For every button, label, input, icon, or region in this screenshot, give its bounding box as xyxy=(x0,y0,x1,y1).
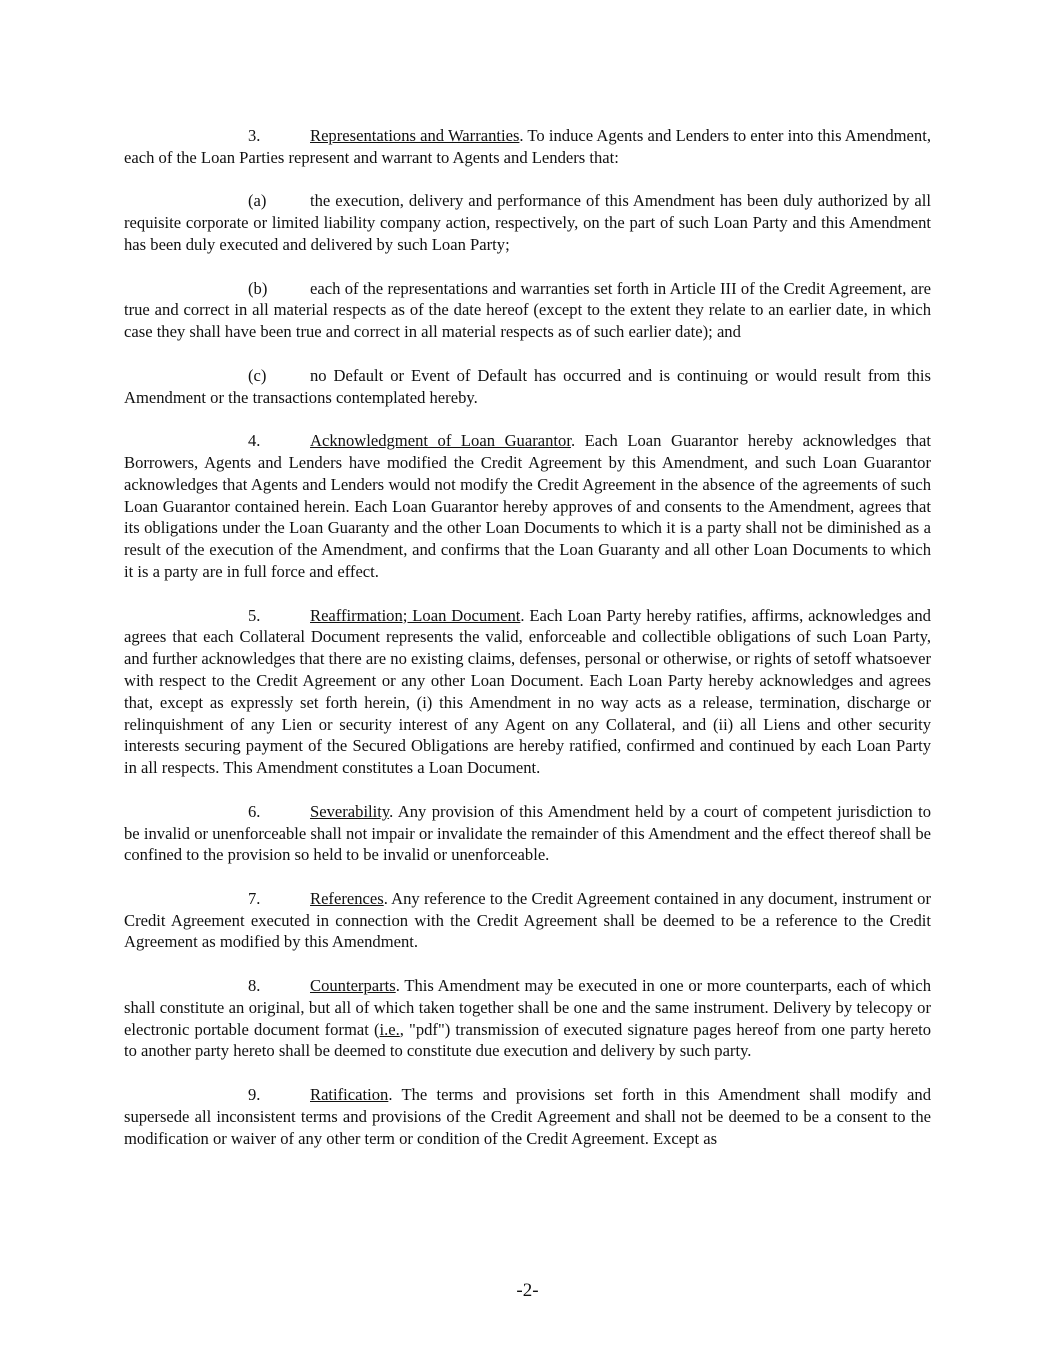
clause-c xyxy=(124,365,931,409)
clause-b xyxy=(124,278,931,343)
section-heading: References xyxy=(310,888,384,908)
section-heading: Acknowledgment of Loan Guarantor xyxy=(310,431,571,451)
clause-text: no Default or Event of Default has occurred and is continuing or would result from this Amendment or the transactions contemplated hereby. xyxy=(124,365,931,407)
ie-abbreviation: i.e. xyxy=(379,1019,400,1039)
section-text: . To induce Agents and Lenders to enter into this Amendment, each of the Loan Parties represent and warrant to Agents and Lenders that: xyxy=(124,126,931,167)
section-number: 3. xyxy=(248,126,261,145)
section-heading: Representations and Warranties xyxy=(310,126,520,145)
clause-text: each of the representations and warranties set forth in Article III of the Credit Agreement, are true and correct in all material respects as of the date hereof (except to the extent they relate to an earlier date, in which case they shall have been true and correct in all material respects as of such earlier date); and xyxy=(124,278,931,342)
section-text: . Each Loan Guarantor hereby acknowledges that Borrowers, Agents and Lenders have modified the Credit Agreement by this Amendment, and such Loan Guarantor acknowledges that Agents and Lenders would not modify the Credit Agreement in the absence of the agreements of such Loan Guarantor contained herein. Each Loan Guarantor hereby approves of and consents to the Amendment, agrees that its obligations under the Loan Guaranty and the other Loan Documents to which it is a party shall not be diminished as a result of the execution of the Amendment, and confirms that the Loan Guaranty and all other Loan Documents to which it is a party are in full force and effect. xyxy=(124,431,932,581)
section-9 xyxy=(124,1084,931,1149)
section-number: 8. xyxy=(248,976,261,996)
section-number: 9. xyxy=(248,1085,261,1105)
clause-label: (a) xyxy=(248,191,267,211)
section-3 xyxy=(124,125,931,169)
section-number: 4. xyxy=(248,431,261,451)
section-8 xyxy=(124,975,931,1062)
section-6 xyxy=(124,801,931,866)
clause-label: (b) xyxy=(248,278,268,298)
section-heading: Counterparts xyxy=(310,976,396,996)
section-7 xyxy=(124,888,931,953)
section-number: 6. xyxy=(248,801,261,821)
section-text-continued: , "pdf") transmission of executed signature pages hereof from one party hereto to another party hereto shall be deemed to constitute due execution and delivery by such party. xyxy=(124,1019,931,1061)
section-heading: Severability xyxy=(310,801,390,821)
section-heading: Reaffirmation; Loan Document xyxy=(310,605,521,625)
section-text: . Any provision of this Amendment held by a court of competent jurisdiction to be invalid or unenforceable shall not impair or invalidate the remainder of this Amendment and the effect thereof shall be confined to the provision so held to be invalid or unenforceable. xyxy=(124,801,931,865)
section-text: . The terms and provisions set forth in this Amendment shall modify and supersede all inconsistent terms and provisions of the Credit Agreement and shall not be deemed to be a consent to the modification or waiver of any other term or condition of the Credit Agreement. Except as xyxy=(124,1085,931,1148)
section-text: . This Amendment may be executed in one or more counterparts, each of which shall constitute an original, but all of which taken together shall be one and the same instrument. Delivery by telecopy or electronic portable document format ( xyxy=(124,976,931,1039)
clause-a xyxy=(124,190,931,255)
page-number: -2- xyxy=(516,1280,539,1301)
section-heading: Ratification xyxy=(310,1085,389,1105)
section-number: 5. xyxy=(248,605,261,625)
section-text: . Any reference to the Credit Agreement contained in any document, instrument or Credit Agreement executed in connection with the Credit Agreement shall be deemed to be a reference to the Credit Agreement as modified by this Amendment. xyxy=(124,888,931,952)
clause-text: the execution, delivery and performance of this Amendment has been duly authorized by all requisite corporate or limited liability company action, respectively, on the part of such Loan Party and this Amendment has been duly executed and delivered by such Loan Party; xyxy=(124,191,931,254)
section-5 xyxy=(124,605,931,779)
section-number: 7. xyxy=(248,888,261,908)
document-body xyxy=(124,125,931,1171)
clause-label: (c) xyxy=(248,365,267,385)
section-4 xyxy=(124,430,931,583)
section-text: . Each Loan Party hereby ratifies, affirms, acknowledges and agrees that each Collateral Document represents the valid, enforceable and collectible obligations of such Loan Party, and further acknowledges that there are no existing claims, defenses, personal or otherwise, or rights of setoff whatsoever with respect to the Credit Agreement or any other Loan Document. Each Loan Party hereby acknowledges and agrees that, except as expressly set forth herein, (i) this Amendment in no way acts as a release, termination, discharge or relinquishment of any Lien or security interest of any Agent on any Collateral, and (ii) all Liens and other security interests securing payment of the Secured Obligations are hereby ratified, confirmed and continued by each Loan Party in all respects. This Amendment constitutes a Loan Document. xyxy=(124,605,931,778)
